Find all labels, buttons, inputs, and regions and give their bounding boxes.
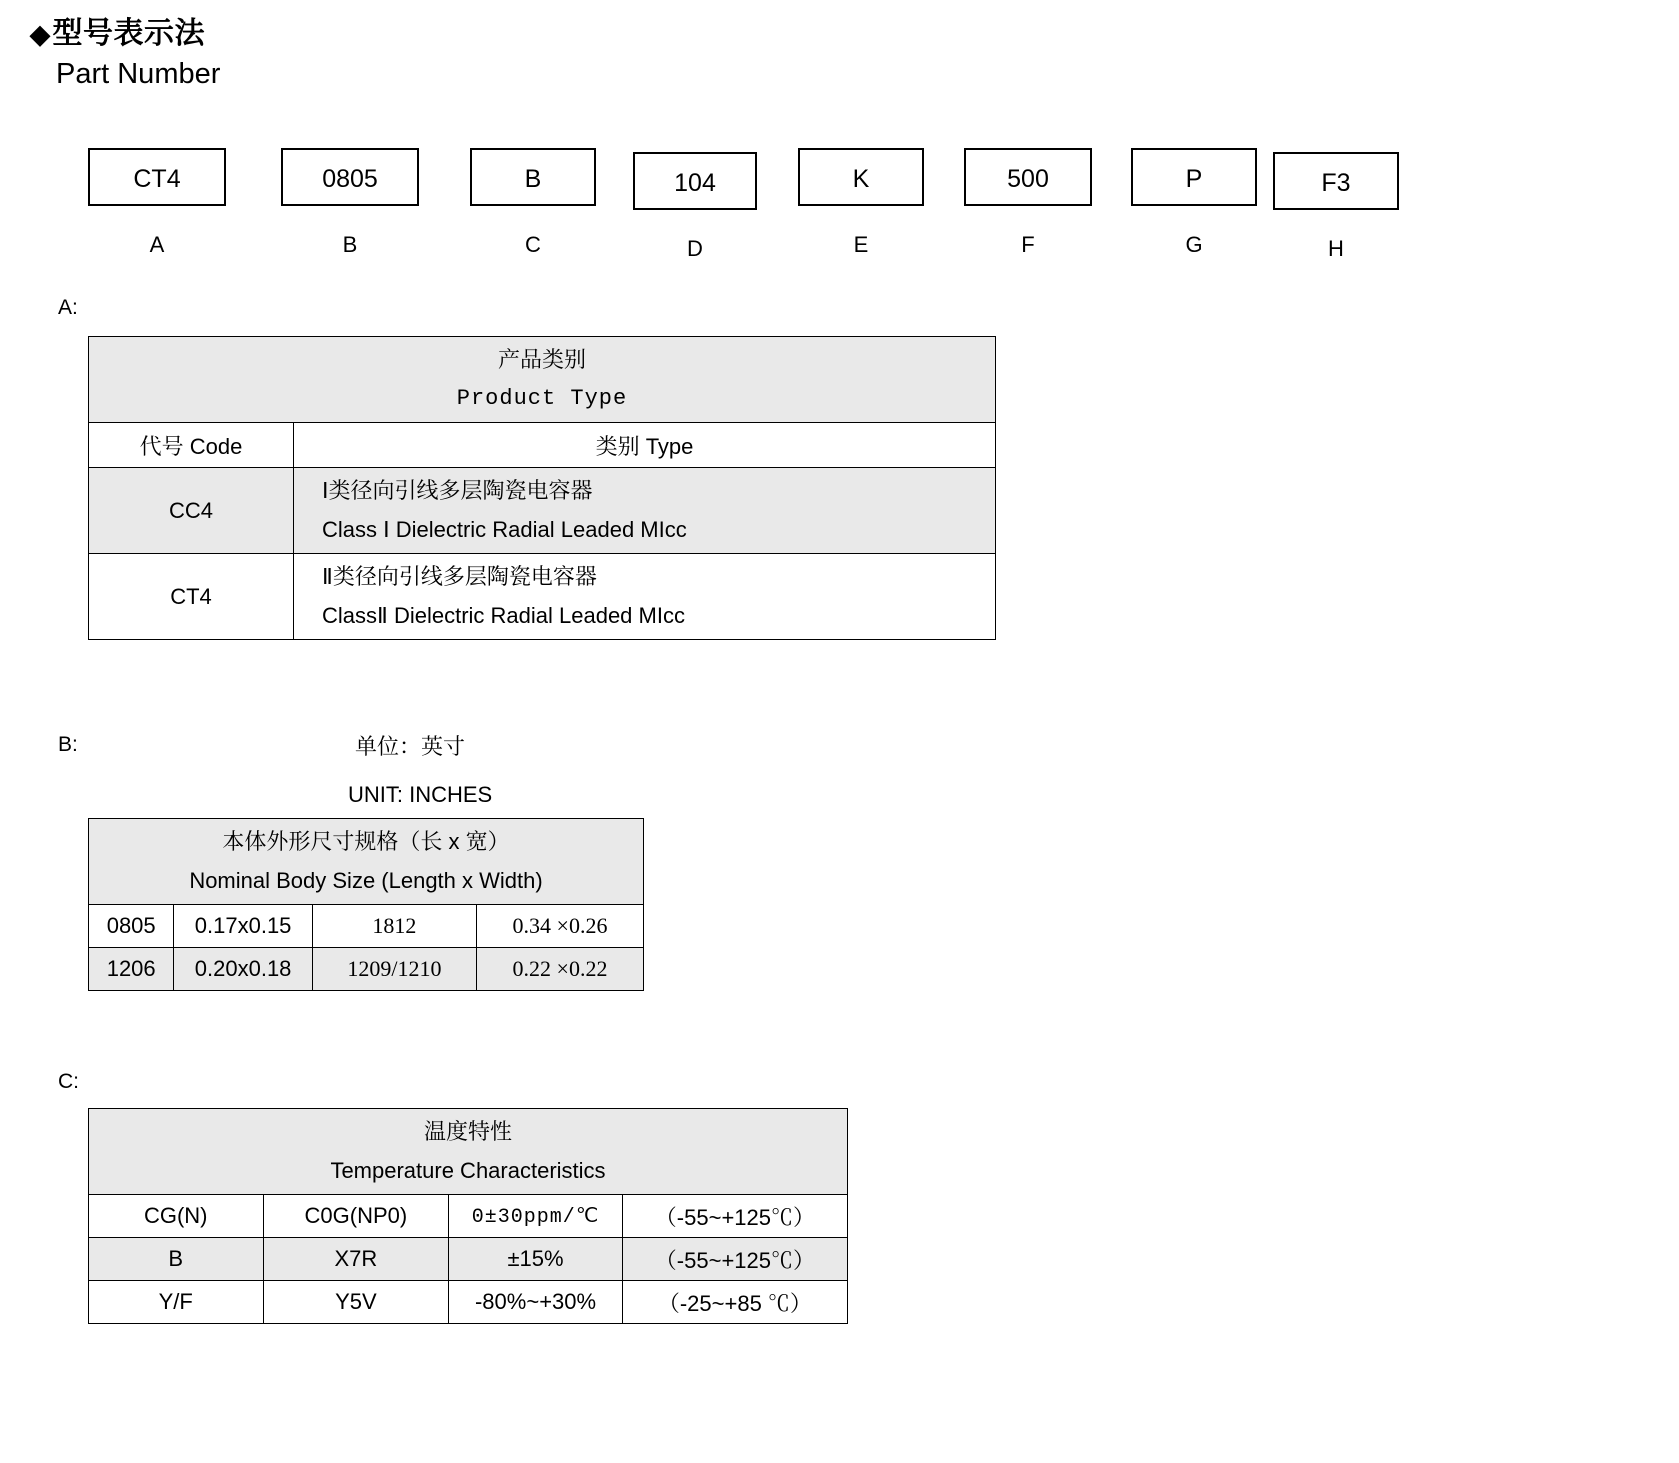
table-c-row2-tolerance: ±15% — [449, 1238, 623, 1281]
table-temperature-characteristics — [88, 1108, 848, 1324]
table-row — [89, 337, 996, 423]
part-number-segment-e — [798, 148, 924, 258]
table-a-row1-type — [294, 468, 996, 554]
part-number-code-e: K — [798, 148, 924, 206]
table-a-header-cn: 产品类别 — [497, 347, 586, 372]
section-b-unit-cn: 单位：英寸 — [355, 734, 466, 759]
part-number-letter-h: H — [1328, 236, 1344, 261]
section-label-b: B: — [58, 733, 78, 756]
section-label-c: C: — [58, 1070, 79, 1093]
part-number-code-a: CT4 — [88, 148, 226, 206]
table-a-row2-type-cn: Ⅱ类径向引线多层陶瓷电容器 — [322, 564, 597, 589]
part-number-letter-g: G — [1185, 232, 1203, 257]
table-c-row3-dielectric: Y5V — [263, 1281, 449, 1324]
part-number-segment-f — [964, 148, 1092, 258]
section-b-unit-en: UNIT: INCHES — [348, 782, 493, 807]
table-c-row3-tolerance: -80%~+30% — [449, 1281, 623, 1324]
table-c-row3-code: Y/F — [89, 1281, 264, 1324]
table-b-row1-size2: 0.34 ×0.26 — [476, 905, 643, 948]
table-a-col-code: 代号 Code — [89, 423, 294, 468]
part-number-segment-g — [1131, 148, 1257, 258]
table-a-row1-type-en: Class Ⅰ Dielectric Radial Leaded MIcc — [322, 516, 687, 542]
table-row — [89, 1195, 848, 1238]
table-row — [89, 1281, 848, 1324]
table-row — [89, 554, 996, 640]
part-number-segment-h — [1273, 152, 1399, 262]
table-row — [89, 423, 996, 468]
table-a-row1-code: CC4 — [89, 468, 294, 554]
part-number-code-d: 104 — [633, 152, 757, 210]
table-c-row3-range: （-25~+85 ℃） — [622, 1281, 847, 1324]
table-a-header-en: Product Type — [456, 385, 628, 411]
table-product-type — [88, 336, 996, 640]
part-number-letter-d: D — [687, 236, 703, 261]
table-b-header-cn: 本体外形尺寸规格（长 x 宽） — [222, 829, 510, 854]
page-title-en: Part Number — [56, 58, 221, 90]
table-b-row1-code2: 1812 — [312, 905, 476, 948]
table-c-row1-tolerance: 0±30ppm/℃ — [449, 1195, 623, 1238]
table-c-header-cn: 温度特性 — [423, 1119, 512, 1144]
table-c-header-en: Temperature Characteristics — [330, 1157, 606, 1183]
part-number-code-f: 500 — [964, 148, 1092, 206]
part-number-segment-d — [633, 152, 757, 262]
part-number-letter-a: A — [149, 232, 165, 257]
table-c-header — [89, 1109, 848, 1195]
table-c-row2-dielectric: X7R — [263, 1238, 449, 1281]
table-b-row2-size2: 0.22 ×0.22 — [476, 948, 643, 991]
table-b-header — [89, 819, 644, 905]
part-number-letter-c: C — [525, 232, 541, 257]
table-b-row1-code1: 0805 — [89, 905, 174, 948]
table-a-row1-type-cn: Ⅰ类径向引线多层陶瓷电容器 — [322, 478, 593, 503]
table-a-row2-type — [294, 554, 996, 640]
table-b-row2-code2: 1209/1210 — [312, 948, 476, 991]
part-number-code-b: 0805 — [281, 148, 419, 206]
table-b-row2-size1: 0.20x0.18 — [174, 948, 313, 991]
table-row — [89, 819, 644, 905]
part-number-letter-f: F — [1021, 232, 1035, 257]
table-b-row2-code1: 1206 — [89, 948, 174, 991]
part-number-segment-c — [470, 148, 596, 258]
table-b-row1-size1: 0.17x0.15 — [174, 905, 313, 948]
page-title-cn-text: 型号表示法 — [52, 17, 205, 50]
part-number-letter-e: E — [853, 232, 869, 257]
table-c-row2-range: （-55~+125℃） — [622, 1238, 847, 1281]
table-a-row2-type-en: ClassⅡ Dielectric Radial Leaded MIcc — [322, 602, 685, 628]
table-body-size — [88, 818, 644, 991]
table-row — [89, 948, 644, 991]
part-number-code-h: F3 — [1273, 152, 1399, 210]
table-row — [89, 1238, 848, 1281]
table-c-row2-code: B — [89, 1238, 264, 1281]
table-a-row2-code: CT4 — [89, 554, 294, 640]
part-number-code-c: B — [470, 148, 596, 206]
part-number-segment-a — [88, 148, 226, 258]
table-a-col-type: 类别 Type — [294, 423, 996, 468]
part-number-diagram — [88, 148, 1408, 278]
table-row — [89, 1109, 848, 1195]
diamond-bullet-icon: ◆ — [30, 19, 51, 49]
table-row — [89, 468, 996, 554]
part-number-code-g: P — [1131, 148, 1257, 206]
table-c-row1-code: CG(N) — [89, 1195, 264, 1238]
part-number-segment-b — [281, 148, 419, 258]
part-number-letter-b: B — [342, 232, 358, 257]
table-a-header — [89, 337, 996, 423]
page-title-cn — [30, 8, 205, 52]
section-label-a: A: — [58, 296, 78, 319]
table-b-header-en: Nominal Body Size (Length x Width) — [189, 867, 543, 893]
table-c-row1-range: （-55~+125℃） — [622, 1195, 847, 1238]
table-c-row1-dielectric: C0G(NP0) — [263, 1195, 449, 1238]
table-row — [89, 905, 644, 948]
